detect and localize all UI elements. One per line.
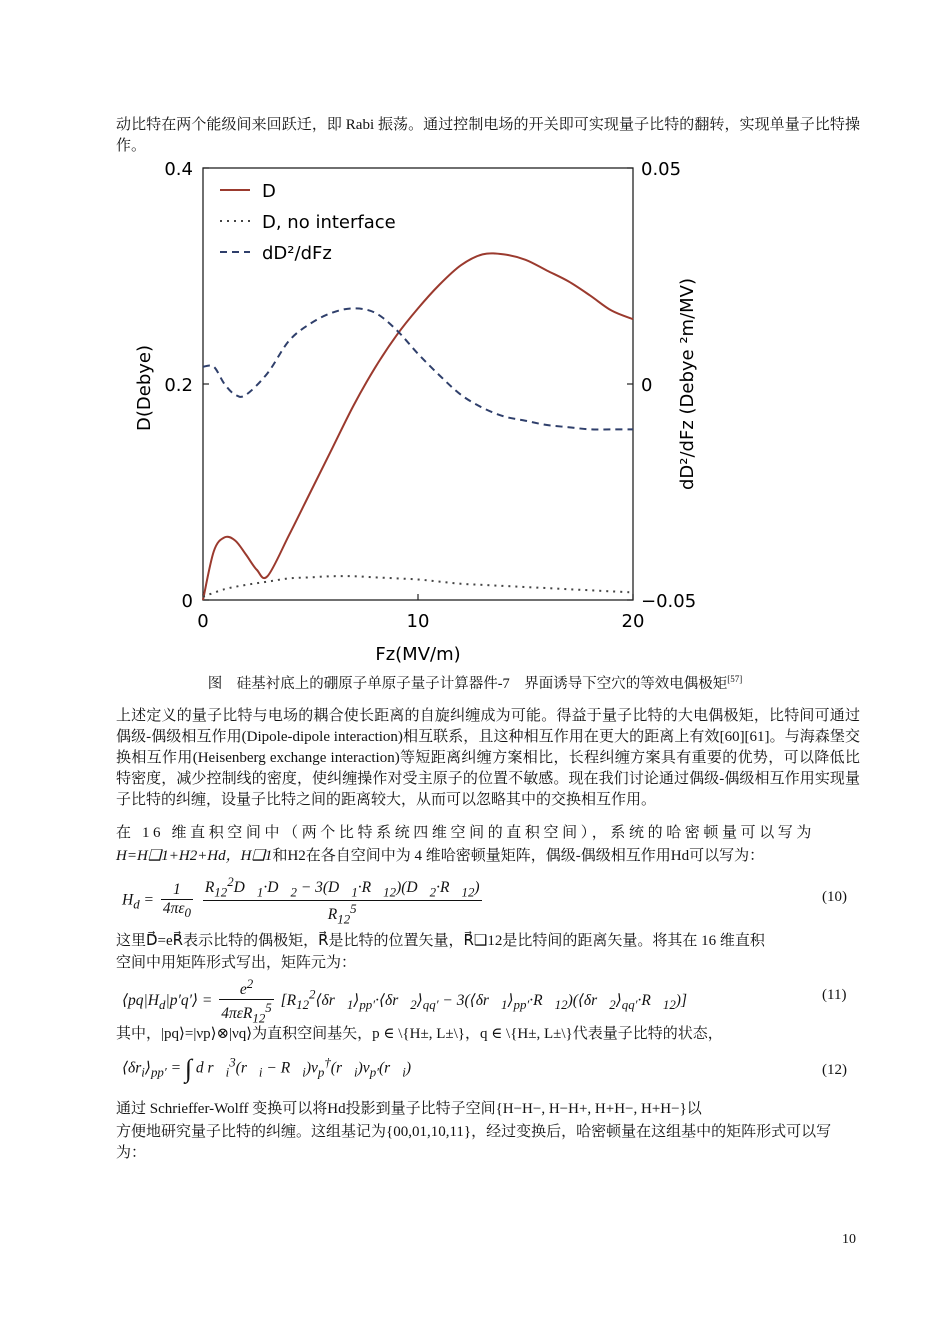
y-tick-label-left: 0.4: [164, 159, 193, 180]
hamiltonian-expression: H=H❑1+H2+Hd，H❑1: [116, 848, 273, 864]
paragraph-schrieffer-wolff: 通过 Schrieffer-Wolff 变换可以将Hd投影到量子比特子空间{H−H−, H−H+, H+H−, H+H−}以: [116, 1101, 702, 1117]
paragraph-hamiltonian-line: [116, 846, 860, 867]
y-tick-label-left: 0: [181, 591, 193, 612]
equation-12-number: (12): [822, 1062, 847, 1078]
legend-label-d: D: [262, 181, 276, 202]
paragraph-basis-transform: 方便地研究量子比特的纠缠。这组基记为{00,01,10,11}，经过变换后，哈密顿量在这组基中的矩阵形式可以写为：: [116, 1124, 832, 1161]
x-tick-label: 10: [406, 611, 430, 632]
hamiltonian-description: 和H2在各自空间中为 4 维哈密顿量矩阵，偶级-偶级相互作用Hd可以写为：: [272, 848, 765, 864]
figure-caption: [0, 672, 950, 693]
paragraph-dipole-definition: 这里D⃗=eR⃗表示比特的偶极矩，R⃗是比特的位置矢量，R⃗❑12是比特间的距离矢量。将其在 16 维直积: [116, 933, 765, 949]
y-axis-label-right: dD²/dFz (Debye ²m/MV): [677, 277, 698, 491]
legend-label-no-interface: D, no interface: [262, 212, 396, 233]
series-line-1: [203, 576, 633, 597]
figure-caption-text: 图 硅基衬底上的硼原子单原子量子计算器件-7 界面诱导下空穴的等效电偶极矩: [207, 676, 728, 692]
y-axis-label-left: D(Debye): [134, 345, 155, 431]
y-tick-label-right: 0.05: [641, 159, 682, 180]
paragraph-matrix-form: 空间中用矩阵形式写出，矩阵元为：: [116, 955, 357, 971]
paragraph-basis: 其中，|pq⟩=|νp⟩⊗|νq⟩为直积空间基矢，p ∈ \{H±, L±\}，q ∈ \{H±, L±\}代表量子比特的状态，: [116, 1026, 723, 1042]
y-tick-label-right: −0.05: [641, 591, 697, 612]
x-axis-label: Fz(MV/m): [375, 644, 461, 665]
intro-paragraph: 动比特在两个能级间来回跃迁，即 Rabi 振荡。通过控制电场的开关即可实现量子比特的翻转，实现单量子比特操作。: [116, 117, 860, 154]
x-tick-label: 0: [197, 611, 209, 632]
equation-10-number: (10): [822, 889, 847, 905]
equation-12: $⟨\delta r_i⟩_{pp'}$ = ∫ d $r⃗_i^3(r⃗_i$ − $R⃗_i)\nu_p^\dagger(r⃗_i)\nu_{p'}(r⃗_i)$: [122, 1054, 411, 1083]
legend-label-derivative: dD²/dFz: [262, 243, 332, 264]
legend: [220, 181, 396, 264]
equation-11-number: (11): [822, 987, 847, 1003]
page-number: 10: [842, 1232, 856, 1247]
y-tick-label-left: 0.2: [164, 375, 193, 396]
x-tick-label: 20: [621, 611, 645, 632]
figure-citation: [57]: [727, 674, 743, 685]
equation-10: $H_d$ = $\frac{1}{4\pi\varepsilon_0}$ $\frac{R_{12}^2D⃗_1\cdot D⃗_2 - 3(D⃗_1\cdot R⃗_{12})(D⃗_2\cdot R⃗_{12})}{R_{12}^5}$: [122, 874, 480, 927]
paragraph-hamiltonian-intro: 在 16 维直积空间中（两个比特系统四维空间的直积空间），系统的哈密顿量可以写为: [116, 825, 816, 841]
equation-11: $⟨pq|H_d|p'q'⟩$ = $\frac{e^2}{4\pi\varepsilon R_{12}^5}$ [$R_{12}^2⟨\delta r⃗_1⟩_{pp'}\cdot⟨\delta r⃗_2⟩_{qq'}$ − $3(⟨\delta r⃗_1⟩_{pp'}\cdot R⃗_{12})(⟨\delta r⃗_2⟩_{qq'}\cdot R⃗_{12})$]: [122, 976, 687, 1026]
y-tick-label-right: 0: [641, 375, 653, 396]
series-line-2: [203, 308, 633, 429]
paragraph-dipole-coupling: 上述定义的量子比特与电场的耦合使长距离的自旋纠缠成为可能。得益于量子比特的大电偶极矩，比特间可通过偶级-偶级相互作用(Dipole-dipole interaction)相互联系，且这种相互作用在更大的距离上有效[60][61]。与海森堡交换相互作用(Heisenberg exchange interaction)等短距离纠缠方案相比，长程纠缠方案具有重要的优势，可以降低比特密度，减少控制线的密度，使纠缠操作对受主原子的位置不敏感。现在我们讨论通过偶级-偶级相互作用实现量子比特的纠缠，设量子比特之间的距离较大，从而可以忽略其中的交换相互作用。: [116, 708, 860, 808]
